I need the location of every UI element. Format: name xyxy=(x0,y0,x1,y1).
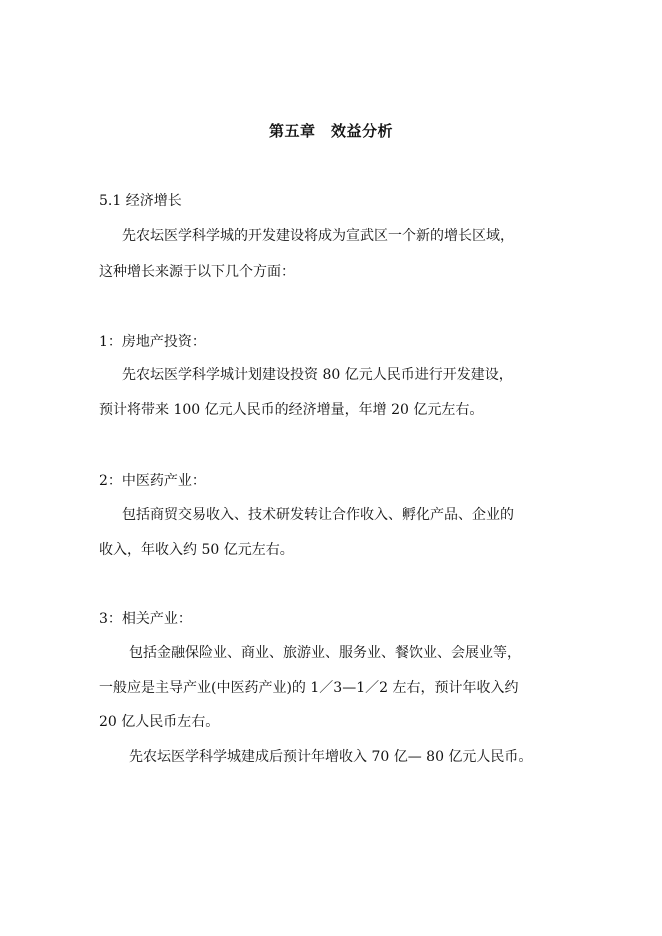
item-3-line-3: 20 亿人民币左右。 xyxy=(99,714,220,730)
section-intro-line-2: 这种增长来源于以下几个方面： xyxy=(99,264,295,280)
item-2-line-1: 包括商贸交易收入、技术研发转让合作收入、孵化产品、企业的 xyxy=(122,507,514,523)
chapter-title: 第五章 效益分析 xyxy=(268,122,393,140)
item-2-heading: 2：中医药产业： xyxy=(99,473,206,489)
item-3-heading: 3：相关产业： xyxy=(99,611,192,627)
section-heading: 5.1 经济增长 xyxy=(99,193,182,209)
item-3-line-2: 一般应是主导产业(中医药产业)的 1／3—1／2 左右，预计年收入约 xyxy=(99,680,519,696)
item-1-line-2: 预计将带来 100 亿元人民币的经济增量，年增 20 亿元左右。 xyxy=(99,402,484,418)
item-2-line-2: 收入，年收入约 50 亿元左右。 xyxy=(99,542,294,558)
item-3-line-1: 包括金融保险业、商业、旅游业、服务业、餐饮业、会展业等， xyxy=(129,645,521,661)
item-1-heading: 1：房地产投资： xyxy=(99,334,206,350)
item-1-line-1: 先农坛医学科学城计划建设投资 80 亿元人民币进行开发建设， xyxy=(122,367,513,383)
closing-line: 先农坛医学科学城建成后预计年增收入 70 亿— 80 亿元人民币。 xyxy=(129,749,533,765)
section-intro-line-1: 先农坛医学科学城的开发建设将成为宣武区一个新的增长区域， xyxy=(122,228,514,244)
